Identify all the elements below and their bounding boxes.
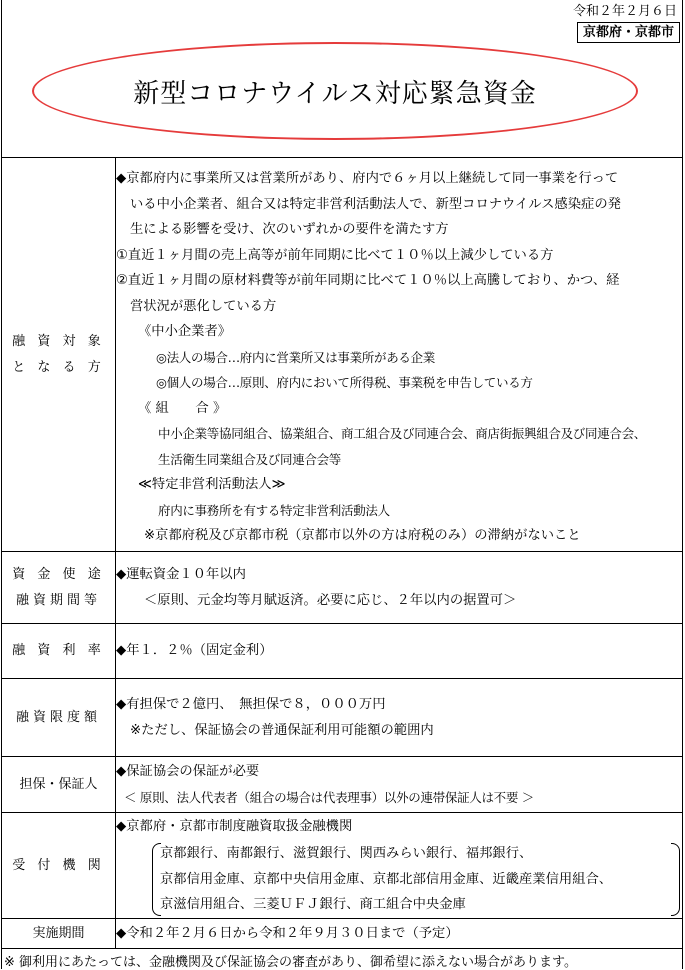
label-limit: 融資限度額 (2, 679, 116, 757)
bracket-left (152, 843, 161, 916)
content-guarantee: ◆保証協会の保証が必要 ＜ 原則、法人代表者（組合の場合は代表理事）以外の連帯保証人は不要 ＞ (116, 757, 683, 813)
content-use: ◆運転資金１０年以内 ＜原則、元金均等月賦返済。必要に応じ、２年以内の据置可＞ (116, 552, 683, 624)
bank-list: 京都銀行、南都銀行、滋賀銀行、関西みらい銀行、福邦銀行、 京都信用金庫、京都中央信用金庫、京都北部信用金庫、近畿産業信用組合、 京滋信用組合、三菱ＵＦＪ銀行、商工組合中央金庫 (160, 841, 668, 918)
content-rate: ◆年１．２％（固定金利） (116, 624, 683, 679)
title-oval (32, 42, 638, 140)
row-target (2, 158, 683, 552)
row-reception (2, 813, 683, 919)
issuer-box: 京都府・京都市 (577, 22, 680, 43)
content-reception: ◆京都府・京都市制度融資取扱金融機関 京都銀行、南都銀行、滋賀銀行、関西みらい銀行、福邦銀行、 京都信用金庫、京都中央信用金庫、京都北部信用金庫、近畿産業信用組合、 京滋信用組合、三菱ＵＦＪ銀行、商工組合中央金庫 (116, 813, 683, 919)
page-title: 新型コロナウイルス対応緊急資金 (133, 78, 537, 109)
tax-note: ※京都府税及び京都市税（京都市以外の方は府税のみ）の滞納がないこと (144, 528, 581, 544)
content-target: ◆京都府内に事業所又は営業所があり、府内で６ヶ月以上継続して同一事業を行って いる中小企業者、組合又は特定非営利活動法人で、新型コロナウイルス感染症の発 生による影響を受け、次のいずれかの要件を満たす方 ①直近１ヶ月間の売上高等が前年同期に比べて１０％以上減少している方 ②直近１ヶ月間の原材料費等が前年同期に比べて１０％以上高騰しており、かつ、経 営状況が悪化している方 《中小企業者》 ◎法人の場合…府内に営業所又は事業所がある企業 ◎個人の場合…原則、府内において所得税、事業税を申告している方 《 組 合 》 中小企業等協同組合、協業組合、商工組合及び同連合会、商店街振興組合及び同連合会、 生活衛生同業組合及び同連合会等 ≪特定非営利活動法人≫ 府内に事務所を有する特定非営利活動法人 ※京都府税及び京都市税（京都市以外の方は府税のみ）の滞納がないこと (116, 158, 683, 552)
label-guarantee: 担保・保証人 (2, 757, 116, 813)
row-use (2, 552, 683, 624)
bracket-right (671, 843, 680, 916)
issue-date: 令和２年２月６日 (572, 4, 677, 19)
sme-heading: 《中小企業者》 (138, 324, 232, 340)
label-rate: 融 資 利 率 (2, 624, 116, 679)
content-limit: ◆有担保で２億円、 無担保で８，０００万円 ※ただし、保証協会の普通保証利用可能額の範囲内 (116, 679, 683, 757)
row-limit (2, 679, 683, 757)
row-guarantee (2, 757, 683, 813)
label-reception: 受 付 機 関 (2, 813, 116, 919)
content-period: ◆令和２年２月６日から令和２年９月３０日まで（予定） (116, 919, 683, 949)
label-target: 融 資 対 象 と な る 方 (2, 158, 116, 552)
row-period (2, 919, 683, 949)
row-rate (2, 624, 683, 679)
footer-note: ※ 御利用にあたっては、金融機関及び保証協会の審査があり、御希望に添えない場合があります。 (4, 955, 577, 970)
union-heading: 《 組 合 》 (138, 400, 227, 416)
npo-heading: ≪特定非営利活動法人≫ (138, 477, 286, 493)
label-period: 実施期間 (2, 919, 116, 949)
label-use: 資 金 使 途 融資期間等 (2, 552, 116, 624)
loan-terms-table (1, 157, 683, 949)
